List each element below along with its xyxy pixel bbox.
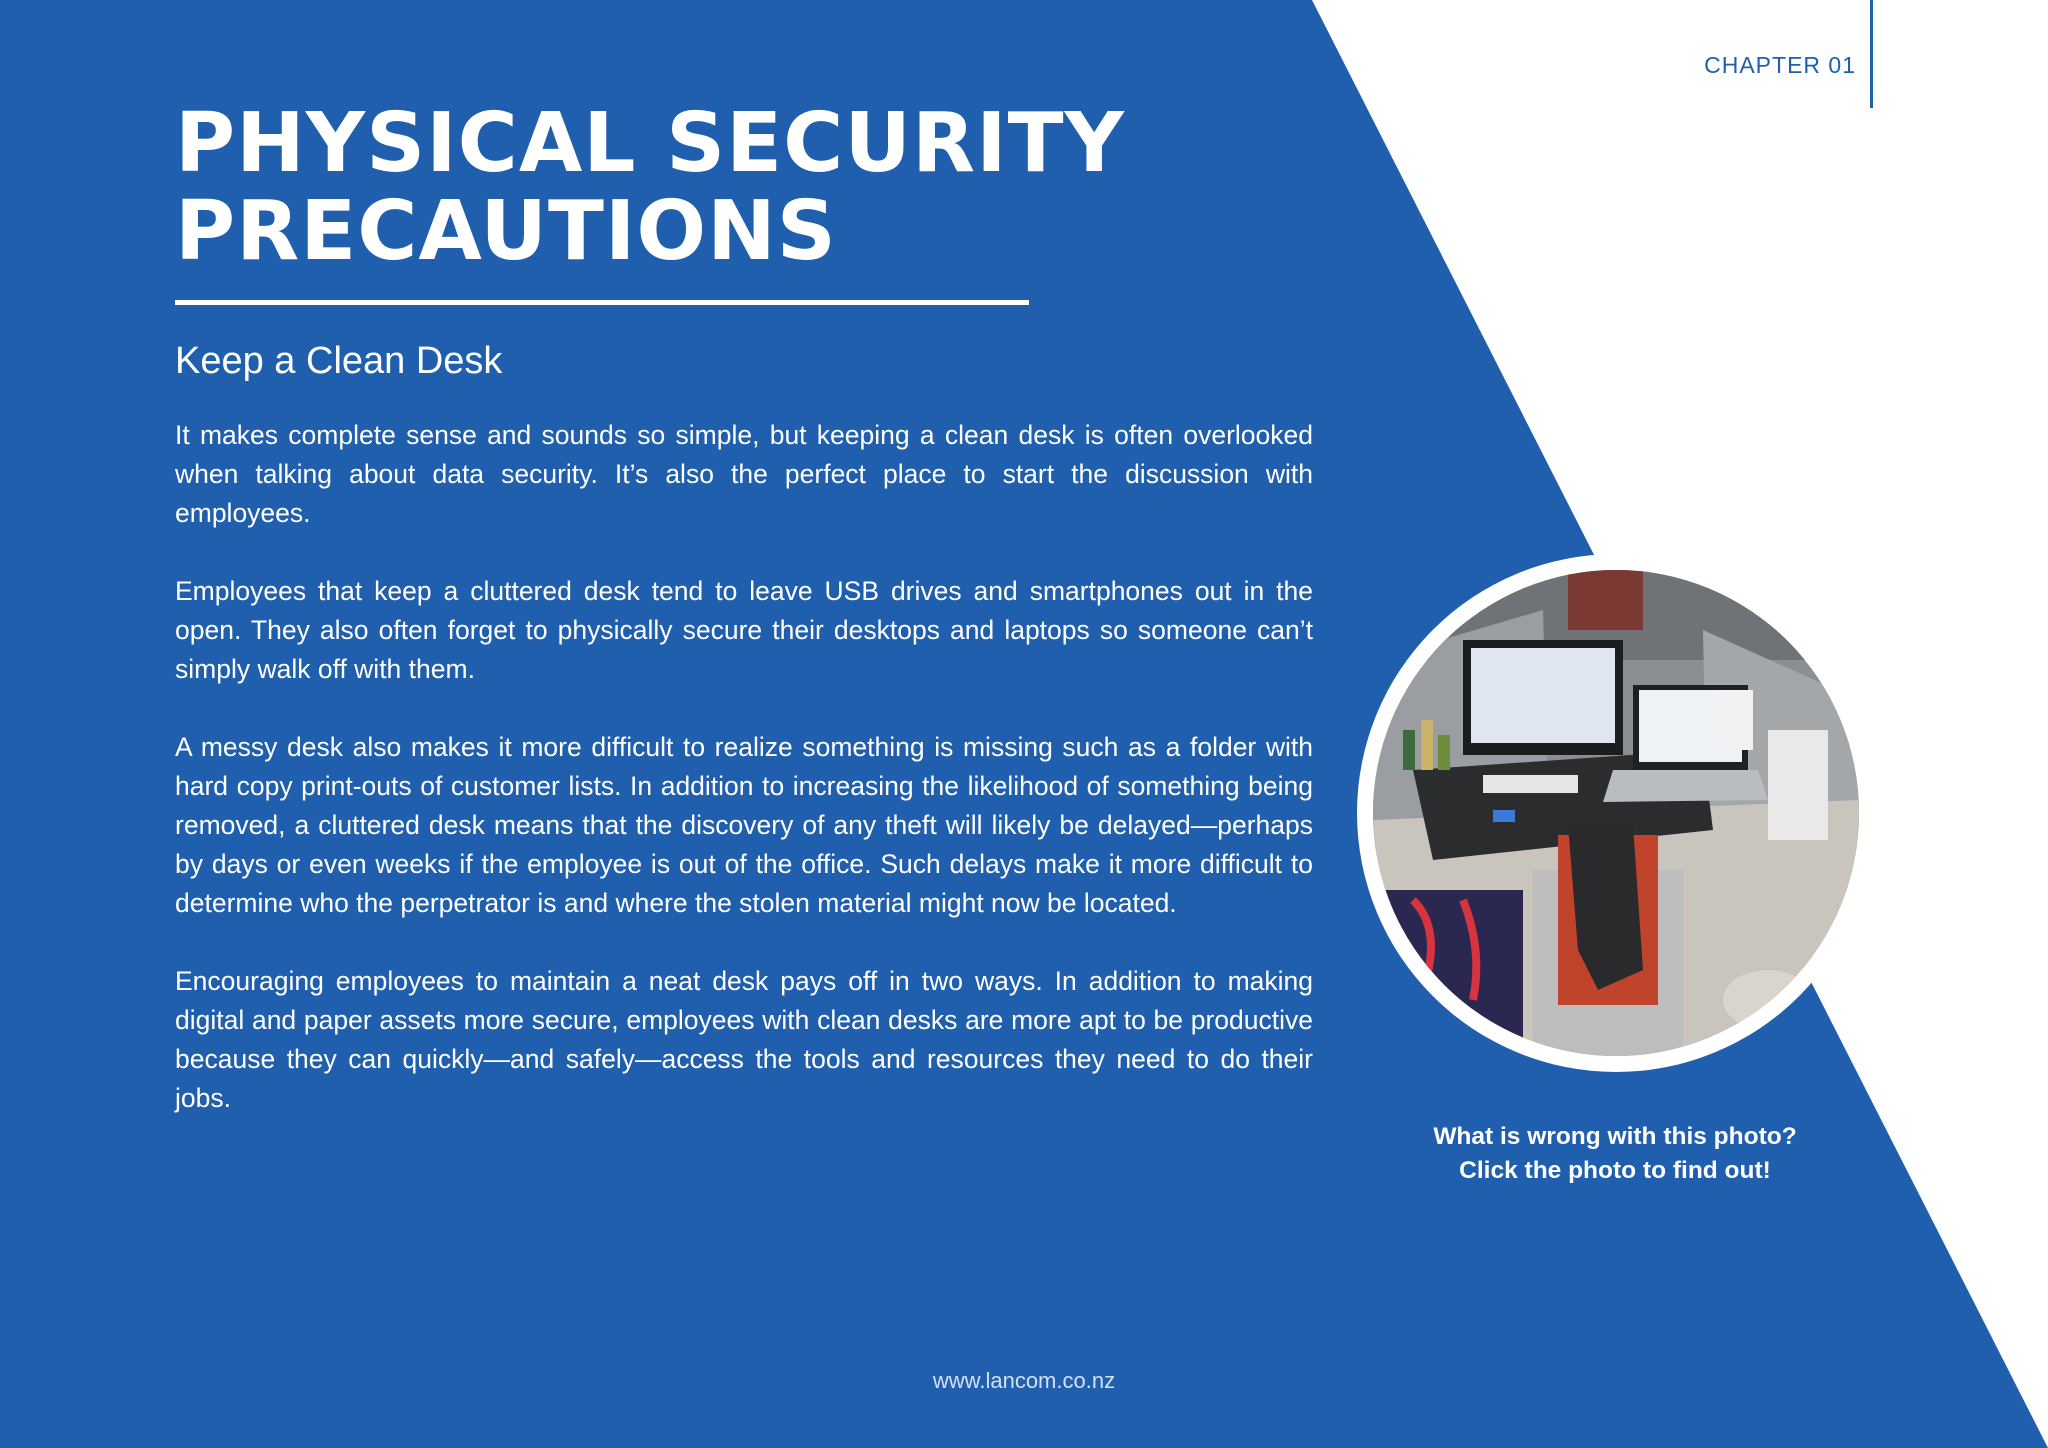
chapter-label: CHAPTER 01 (1704, 52, 1856, 78)
paragraph-1: It makes complete sense and sounds so simple, but keeping a clean desk is often overlooked when talking about data security. It’s also the perfect place to start the discussion with employees. (175, 420, 1313, 528)
messy-desk-photo[interactable] (1373, 570, 1859, 1056)
paragraph-2: Employees that keep a cluttered desk tend to leave USB drives and smartphones out in the open. They also often forget to physically secure their desktops and laptops so someone can’t simply walk off with them. (175, 576, 1313, 684)
body-text (175, 416, 1313, 1157)
photo-caption-line-1: What is wrong with this photo? (1433, 1123, 1797, 1150)
photo-caption (1360, 1120, 1870, 1188)
chapter-divider (1870, 0, 1873, 108)
paragraph-3: A messy desk also makes it more difficult to realize something is missing such as a folder with hard copy print-outs of customer lists. In addition to increasing the likelihood of something being removed, a cluttered desk means that the discovery of any theft will likely be delayed—perhaps by days or even weeks if the employee is out of the office. Such delays make it more difficult to determine who the perpetrator is and where the stolen material might now be located. (175, 732, 1313, 918)
photo-caption-line-2: Click the photo to find out! (1459, 1157, 1771, 1184)
page-title-line-1: PHYSICAL SECURITY (175, 96, 1125, 191)
page-title-line-2: PRECAUTIONS (175, 184, 837, 279)
title-underline (175, 300, 1029, 305)
paragraph-4: Encouraging employees to maintain a neat desk pays off in two ways. In addition to making digital and paper assets more secure, employees with clean desks are more apt to be productive because they can quickly—and safely—access the tools and resources they need to do their jobs. (175, 966, 1313, 1113)
section-heading: Keep a Clean Desk (175, 340, 503, 382)
desk-photo-illustration (1373, 570, 1859, 1056)
page-title (175, 96, 1125, 279)
footer-url[interactable]: www.lancom.co.nz (932, 1368, 1116, 1393)
